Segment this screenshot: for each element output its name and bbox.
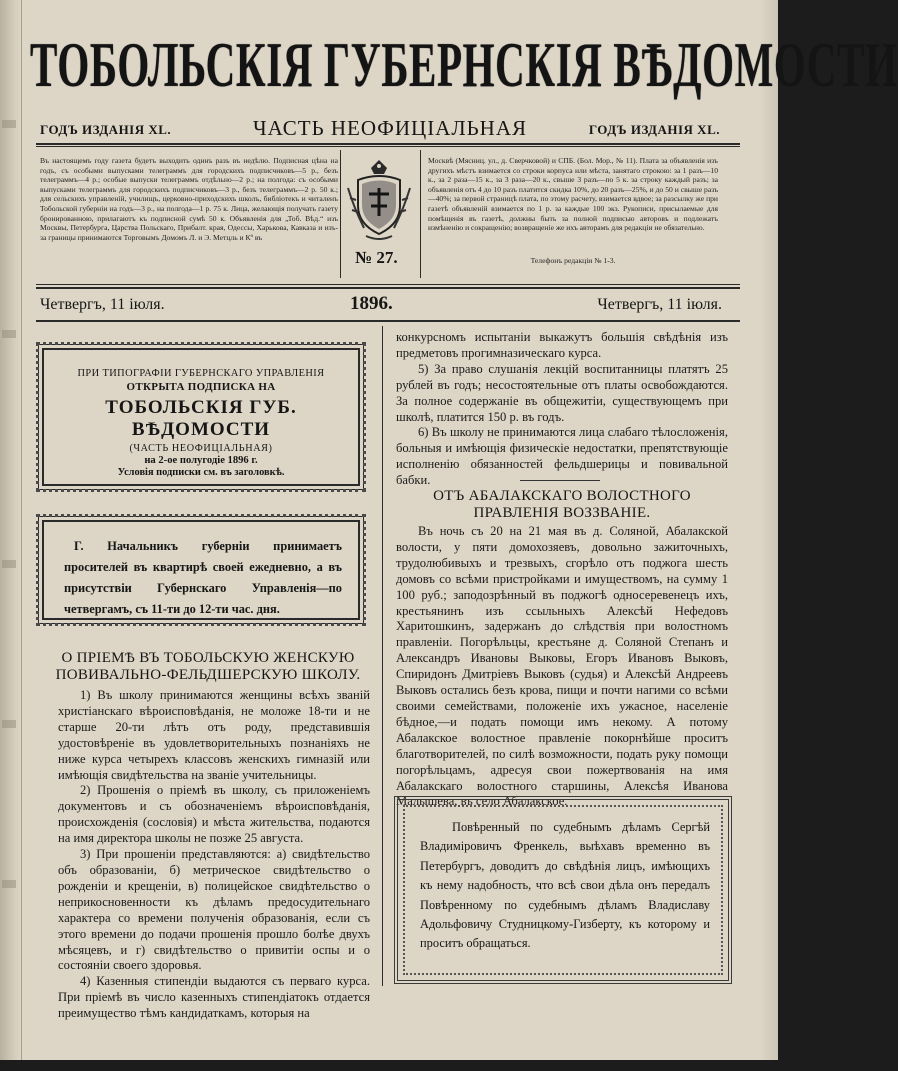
box-line: на 2-ое полугодіе 1896 г. — [144, 455, 258, 466]
article-paragraph: конкурсномъ испытаніи выкажутъ большія свѣдѣнія изъ предметовъ прогимназическаго курса. — [396, 330, 728, 360]
divider — [36, 146, 740, 147]
issue-number: № 27. — [355, 248, 398, 267]
article-body-continued — [396, 330, 728, 489]
attorney-notice — [420, 818, 710, 954]
binding-mark — [2, 120, 16, 128]
issue-date-left: Четвергъ, 11 іюля. — [40, 296, 165, 313]
page-binding-edge — [0, 0, 22, 1060]
article-paragraph: 6) Въ школу не принимаются лица слабаго тѣлосложенія, больныя и имѣющія физическіе недостатки, препятствующіе исполненію обязанностей фельдшерицы и повивальной бабки. — [396, 425, 728, 488]
divider — [520, 480, 600, 481]
divider — [36, 287, 740, 289]
telephone-note: Телефонъ редакціи № 1-3. — [530, 256, 616, 265]
divider — [420, 150, 421, 278]
subscription-terms: Въ настоящемъ году газета будетъ выходить одинъ разъ въ недѣлю. Подписная цѣна на годъ, съ особыми выпусками телеграммъ для городскихъ подписчиковъ—5 р., безъ телеграммъ—4 р.; особые выпуски телеграммъ отдѣльно—2 р.; на полгода: съ особыми выпусками телеграммъ для городскихъ подписчиковъ—3 р., безъ телеграммъ—2 р. 50 к.; для сельскихъ управленій, училищъ, церковно-приходскихъ школъ, библіотекъ и читаленъ Тобольской губерніи на годъ—3 р., на полгода—1 р. 75 к. Лица, желающія получать газету бронированною, прилагаютъ къ подписной сумѣ 50 к. Объявленія для „Тоб. Вѣд.“ изъ Москвы, Петербурга, Царства Польскаго, Прибалт. края, Одессы, Харькова, Кавказа и изъ-за границы принимаются Торговымъ Домомъ Л. и Э. Метцль и Кº въ — [40, 156, 338, 242]
box-line: ПРИ ТИПОГРАФІИ ГУБЕРНСКАГО УПРАВЛЕНІЯ — [77, 368, 325, 379]
binding-mark — [2, 880, 16, 888]
publication-year-left: ГОДЪ ИЗДАНІЯ XL. — [40, 122, 172, 137]
article-paragraph: 5) За право слушанія лекцій воспитанницы платятъ 25 рублей въ годъ; несостоятельные отъ платы освобождаются. За полное содержаніе въ общежитіи, существующемъ при школѣ, платится 150 р. въ годъ. — [396, 361, 728, 424]
binding-mark — [2, 330, 16, 338]
governor-reception-text: Г. Начальникъ губерніи принимаетъ просителей въ квартирѣ своей ежедневно, а въ присутствіи Губернскаго Управленія—по четвергамъ, съ 11-ти до 12-ти час. дня. — [64, 539, 342, 616]
issue-year: 1896. — [350, 293, 393, 314]
subscription-announcement-box — [42, 348, 360, 486]
box-line: ОТКРЫТА ПОДПИСКА НА — [126, 381, 276, 393]
publication-year-right: ГОДЪ ИЗДАНІЯ XL. — [588, 122, 720, 137]
issue-date-right: Четвергъ, 11 іюля. — [597, 296, 722, 313]
article-heading: ОТЪ АБАЛАКСКАГО ВОЛОСТНОГО ПРАВЛЕНІЯ ВОЗЗВАНІЕ. — [433, 488, 691, 521]
masthead-title: ТОБОЛЬСКІЯ ГУБЕРНСКІЯ ВѢДОМОСТИ — [30, 29, 898, 100]
article-paragraph: Въ ночь съ 20 на 21 мая въ д. Соляной, Абалакской волости, у пяти домохозяевъ, довольно зажиточныхъ, трудолюбивыхъ и трезвыхъ, сгорѣло отъ поджога шесть домовъ со всѣми пристройками и имуществомъ, на сумму 1 100 руб.; заподозрѣнный въ поджогѣ односеревенецъ ихъ, крестьянинъ изъ ссыльныхъ Алексѣй Нефедовъ Харитошкинъ, задержанъ до слѣдствія при волостномъ правленіи. Погорѣльцы, крестьяне д. Соляной Степанъ и Александръ Ивановы Выковы, Егоръ Ивановъ Выковъ, Спиридонъ Дмитріевъ Выковъ (судья) и Алексѣй Андреевъ Выковъ остались безъ крова, пищи и почти нагими со всѣми своими семействами, положеніе ихъ ужасное, населеніе бѣдное,—и подать помощи имъ некому. А потому Абалакское волостное правленіе покорнѣйше проситъ благотворителей, по силѣ возможности, подать руку помощи погорѣльцамъ, адресуя свои пожертвованія на имя Абалакскаго волостного старшины, Алексѣя Иванова Малышева, въ село Абалакское. — [396, 524, 728, 809]
divider — [36, 284, 740, 285]
box-line: (ЧАСТЬ НЕОФИЦІАЛЬНАЯ) — [129, 443, 273, 454]
box-title: ТОБОЛЬСКІЯ ГУБ. ВѢДОМОСТИ — [105, 397, 297, 440]
divider — [36, 143, 740, 145]
article-body — [58, 688, 370, 1022]
section-title: ЧАСТЬ НЕОФИЦІАЛЬНАЯ — [252, 116, 528, 140]
box-line: Условія подписки см. въ заголовкѣ. — [117, 467, 285, 478]
notice-paragraph: Повѣренный по судебнымъ дѣламъ Сергѣй Владиміровичъ Френкель, выѣхавъ временно въ Петербургъ, доводитъ до свѣдѣнія лицъ, имѣющихъ къ нему надобность, что всѣ свои дѣла онъ передалъ Повѣренному по судебнымъ дѣламъ Владиславу Адольфовичу Студницкому-Гизберту, къ которому и проситъ обращаться. — [420, 820, 710, 951]
advertising-terms: Москвѣ (Мясниц. ул., д. Сверчковой) и СПБ. (Бол. Мор., № 11). Плата за объявленія изъ другихъ мѣстъ взимается со строки корпуса или мѣста, занятаго строкою: за 1 разъ—10 к., за 2 раза—15 к., за 3 раза—20 к., свыше 3 разъ—по 5 к. за строку каждый разъ; за объявленія отъ 4 до 10 разъ платится скидка 10%, до 20 разъ—25%, и до 50 и свыше разъ—40%; за первой страницѣ плата, по этому расчету, взимается вдвое; за разсылку же при газетѣ объявленій взимается по 1 р. за каждые 100 экз. Рукописи, присылаемые для помѣщенія въ газетѣ, должны быть за полной подписью авторовъ и подлежатъ измѣненію и сокращенію; возвращеніе же ихъ авторамъ для редакціи не обязательно. — [428, 156, 718, 233]
article-paragraph: 3) При прошеніи представляются: а) свидѣтельство объ образованіи, б) метрическое свидѣтельство о рожденіи и крещеніи, в) полицейское свидѣтельство о неприкосновенности къ дѣламъ предосудительнаго характера со времени полученія образованія, если съ этого времени до подачи прошенія прошло болѣе двухъ мѣсяцевъ, и г) свидѣтельство о привитіи оспы и о состояніи своего здоровья. — [58, 847, 370, 973]
article-paragraph: 1) Въ школу принимаются женщины всѣхъ званій христіанскаго вѣроисповѣданія, не моложе 18-ти и не старше 20-ти лѣтъ отъ роду, представившія удостовѣреніе въ удовлетворительныхъ познаніяхъ не ниже курса четырехъ классовъ женскихъ гимназій или имѣющія свидѣтельства на званіе учительницы. — [58, 688, 370, 782]
article-paragraph: 4) Казенныя стипендіи выдаются съ перваго курса. При пріемѣ въ число казенныхъ стипендіатокъ отдается преимущество тѣмъ кандидаткамъ, которыя на — [58, 974, 370, 1021]
coat-of-arms-emblem — [344, 158, 414, 242]
article-body — [396, 524, 728, 810]
divider — [36, 320, 740, 322]
article-paragraph: 2) Прошенія о пріемѣ въ школу, съ приложеніемъ документовъ и съ обозначеніемъ вѣроисповѣданія, происхожденія (сословія) и мѣста жительства, подаются на имя директора школы не позже 25 августа. — [58, 783, 370, 846]
divider — [340, 150, 341, 278]
article-heading: О ПРІЕМѢ ВЪ ТОБОЛЬСКУЮ ЖЕНСКУЮ ПОВИВАЛЬНО-ФЕЛЬДШЕРСКУЮ ШКОЛУ. — [55, 650, 361, 683]
binding-mark — [2, 720, 16, 728]
binding-mark — [2, 560, 16, 568]
governor-reception-box — [42, 520, 360, 620]
column-divider — [382, 326, 383, 986]
